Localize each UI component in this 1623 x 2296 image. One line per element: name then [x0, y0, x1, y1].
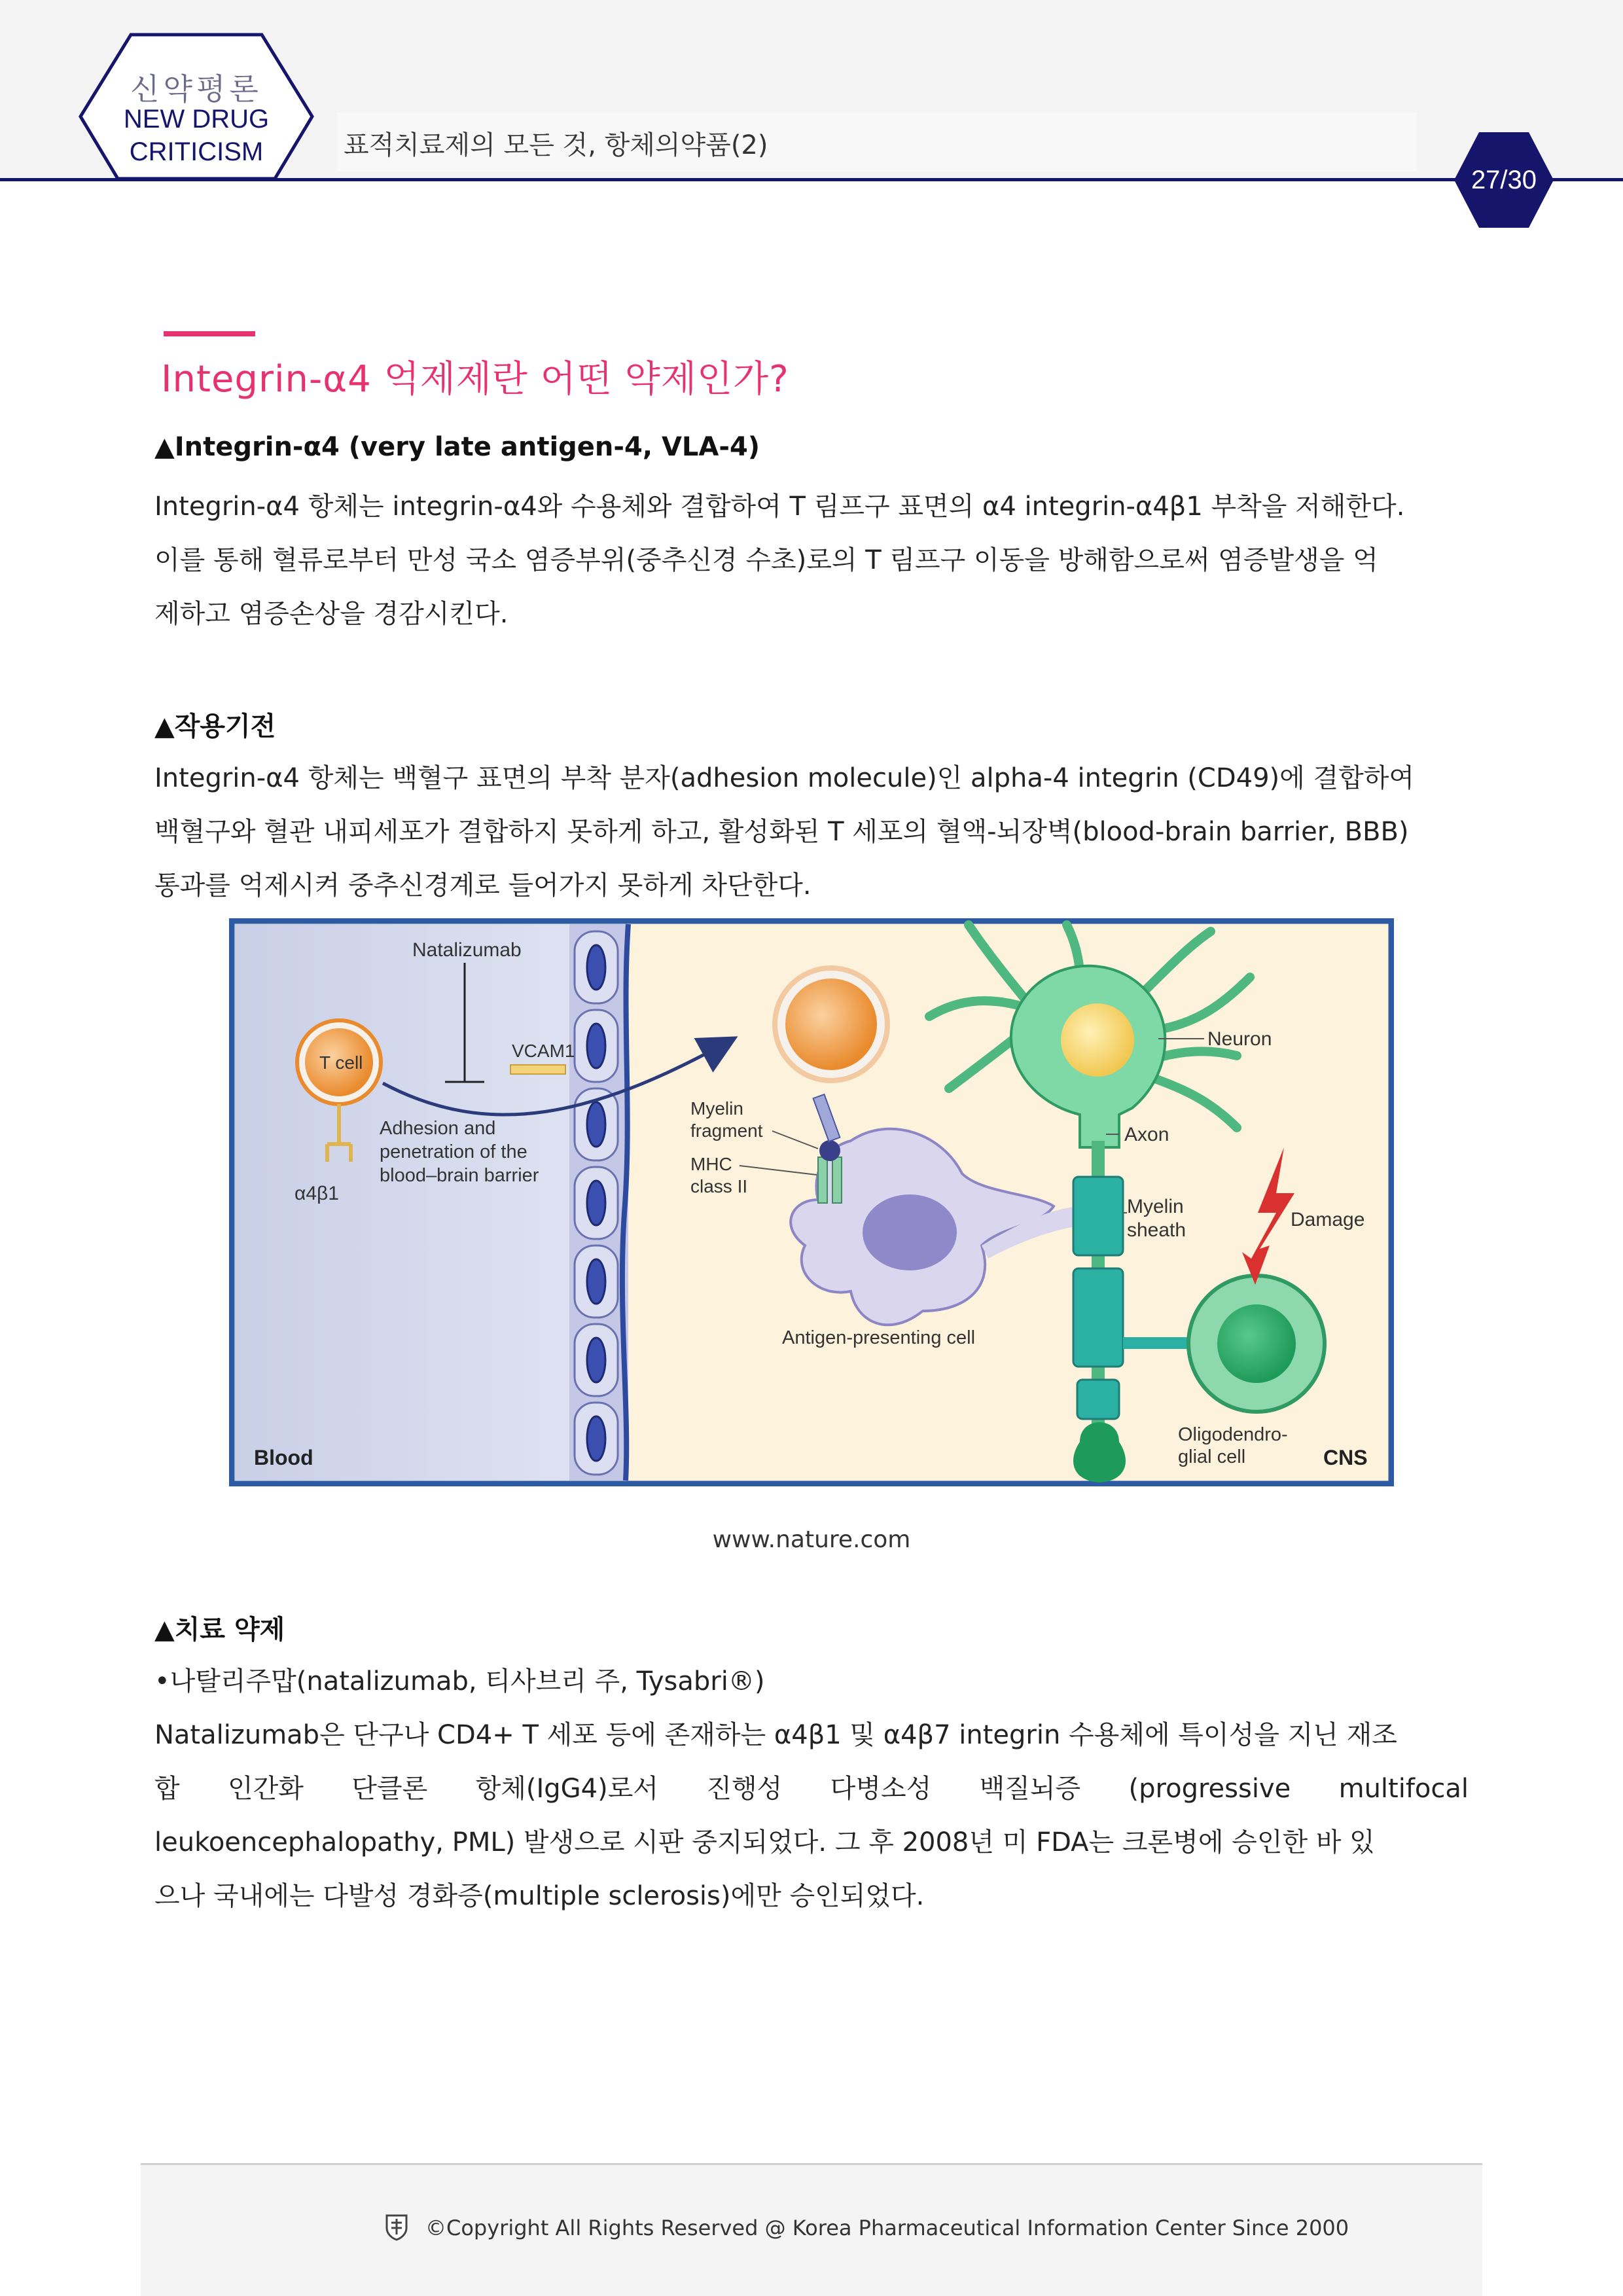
label-adhesion-1: Adhesion and	[380, 1118, 496, 1139]
logo-english-line1: NEW DRUG	[123, 105, 270, 134]
label-mhc-1: MHC	[690, 1154, 732, 1174]
mechanism-figure	[229, 918, 1394, 1486]
text-line: Integrin-α4 항체는 integrin-α4와 수용체와 결합하여 T 림프구 표면의 α4 integrin-α4β1 부착을 저해한다.	[154, 492, 1405, 522]
text-line: 합 인간화 단클론 항체(IgG4)로서 진행성 다병소성 백질뇌증 (progressive multifocal	[154, 1774, 1469, 1804]
label-natalizumab: Natalizumab	[412, 939, 522, 961]
text-line: Integrin-α4 항체는 백혈구 표면의 부착 분자(adhesion molecule)인 alpha-4 integrin (CD49)에 결합하여	[154, 763, 1415, 793]
page-number: 27/30	[1471, 166, 1537, 194]
drug-bullet: •나탈리주맙(natalizumab, 티사브리 주, Tysabri®)	[154, 1666, 765, 1696]
shield-emblem-icon	[385, 2214, 408, 2241]
figure-caption: www.nature.com	[712, 1526, 911, 1553]
logo-korean: 신약평론	[130, 72, 262, 106]
label-adhesion-3: blood–brain barrier	[380, 1165, 539, 1186]
header-title: 표적치료제의 모든 것, 항체의약품(2)	[337, 113, 1417, 171]
label-axon: Axon	[1124, 1124, 1169, 1145]
text-line: 으나 국내에는 다발성 경화증(multiple sclerosis)에만 승인되었다.	[154, 1881, 925, 1911]
text-line: leukoencephalopathy, PML) 발생으로 시판 중지되었다. 그 후 2008년 미 FDA는 크론병에 승인한 바 있	[154, 1827, 1375, 1857]
logo-english-line2: CRITICISM	[129, 137, 264, 166]
text-line: 통과를 억제시켜 중추신경계로 들어가지 못하게 차단한다.	[154, 870, 812, 901]
label-neuron: Neuron	[1207, 1028, 1272, 1050]
paragraph-drugs	[154, 1655, 1469, 1923]
label-mhc-2: class II	[690, 1176, 748, 1196]
title-accent-bar	[164, 331, 255, 336]
paragraph-mechanism	[154, 751, 1469, 912]
text-line: 이를 통해 혈류로부터 만성 국소 염증부위(중추신경 수초)로의 T 림프구 이동을 방해함으로써 염증발생을 억	[154, 545, 1378, 575]
label-myelin-sheath-1: Myelin	[1127, 1196, 1184, 1217]
label-damage: Damage	[1291, 1209, 1365, 1230]
subheading-mechanism: ▲작용기전	[154, 711, 276, 742]
label-cns: CNS	[1323, 1446, 1368, 1469]
label-myelin-fragment-1: Myelin	[690, 1098, 743, 1119]
section-title: Integrin-α4 억제제란 어떤 약제인가?	[161, 358, 789, 401]
subheading-vla4: ▲Integrin-α4 (very late antigen-4, VLA-4)	[154, 432, 760, 462]
footer-copyright: ©Copyright All Rights Reserved @ Korea Pharmaceutical Information Center Since 2000	[425, 2215, 1349, 2240]
label-adhesion-2: penetration of the	[380, 1141, 527, 1162]
label-blood: Blood	[254, 1446, 313, 1469]
text-line: 제하고 염증손상을 경감시킨다.	[154, 599, 508, 629]
label-oligo-1: Oligodendro-	[1178, 1424, 1288, 1445]
label-myelin-fragment-2: fragment	[690, 1121, 763, 1141]
label-oligo-2: glial cell	[1178, 1446, 1246, 1467]
paragraph-vla4	[154, 480, 1469, 641]
label-tcell: T cell	[319, 1052, 363, 1073]
label-a4b1: α4β1	[294, 1183, 339, 1204]
subheading-drugs: ▲치료 약제	[154, 1615, 285, 1645]
label-apc: Antigen-presenting cell	[782, 1327, 976, 1348]
text-line: Natalizumab은 단구나 CD4+ T 세포 등에 존재하는 α4β1 및 α4β7 integrin 수용체에 특이성을 지닌 재조	[154, 1720, 1397, 1750]
text-line: 백혈구와 혈관 내피세포가 결합하지 못하게 하고, 활성화된 T 세포의 혈액-뇌장벽(blood-brain barrier, BBB)	[154, 817, 1409, 847]
label-myelin-sheath-2: sheath	[1127, 1219, 1186, 1241]
label-vcam1: VCAM1	[512, 1041, 575, 1061]
